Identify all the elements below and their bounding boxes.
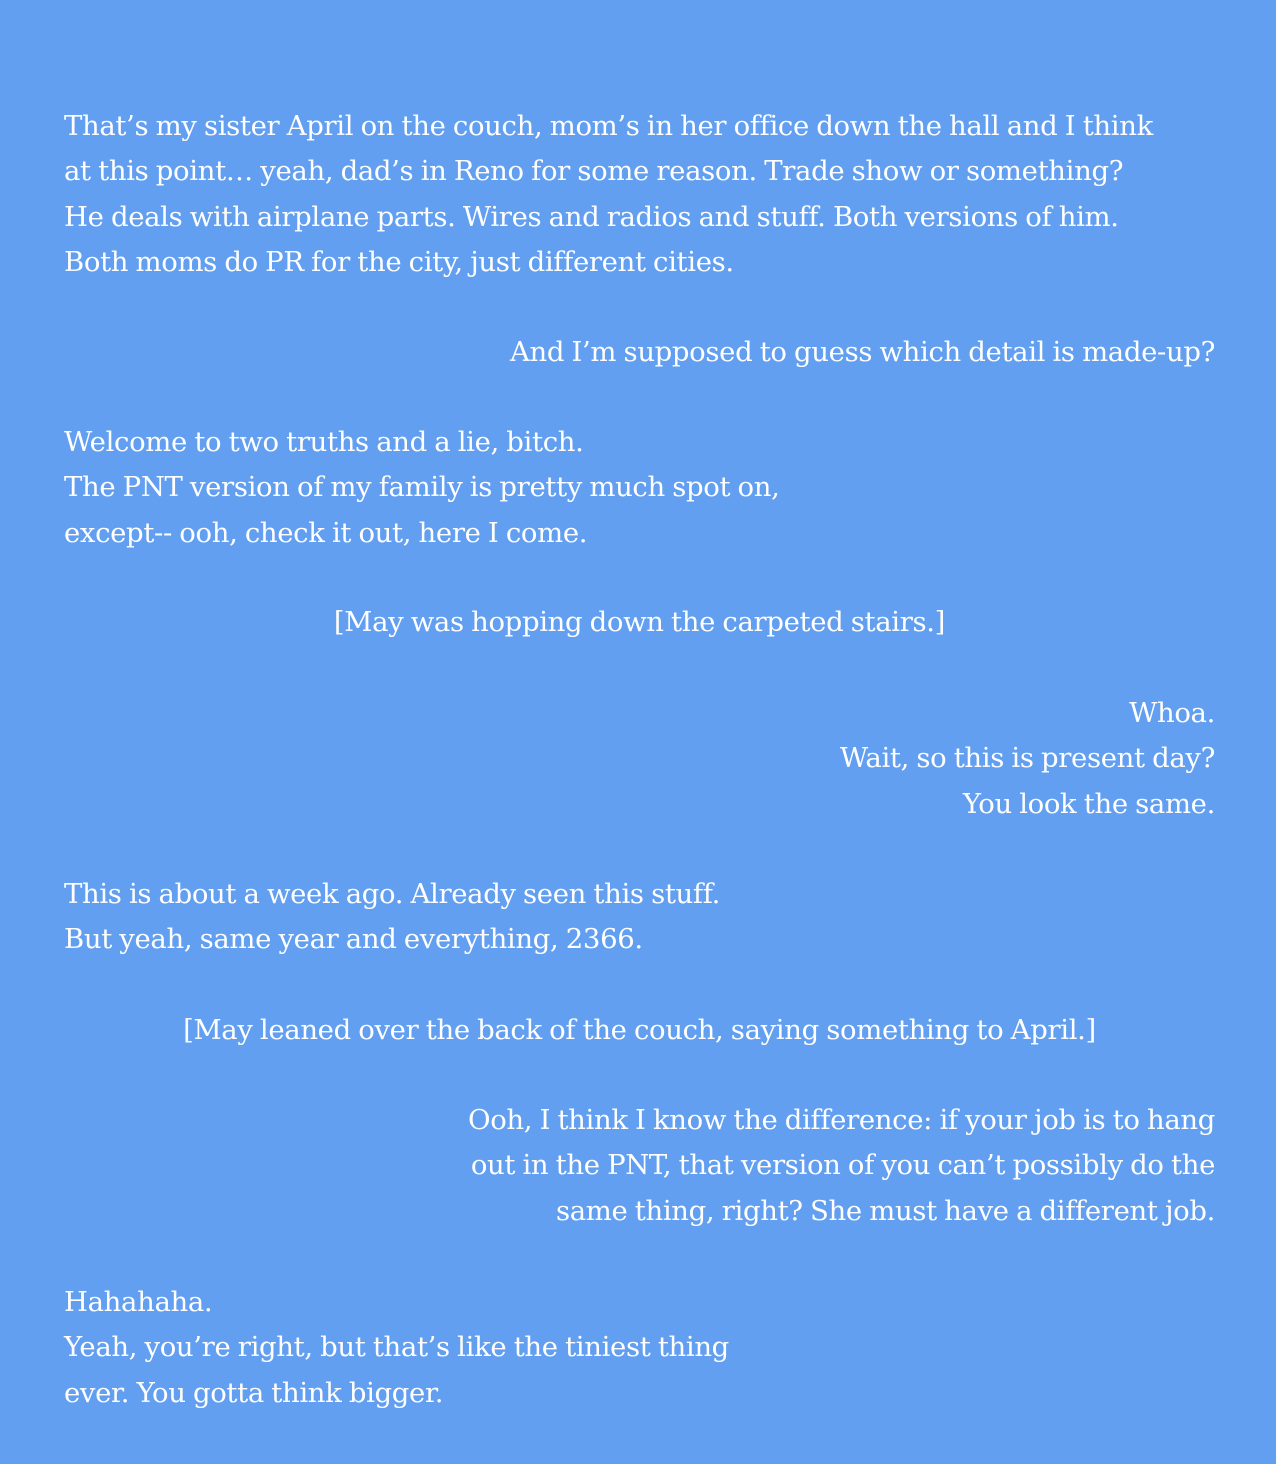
dialogue-line: Whoa.	[1129, 697, 1215, 729]
dialogue-line: He deals with airplane parts. Wires and radios and stuff. Both versions of him.	[64, 200, 1119, 233]
dialogue-line: The PNT version of my family is pretty much spot on,	[64, 471, 780, 504]
dialogue-line: Hahahaha.	[64, 1286, 213, 1318]
dialogue-block-present-day	[64, 691, 1215, 827]
dialogue-line: But yeah, same year and everything, 2366.	[64, 923, 643, 956]
dialogue-line: Welcome to two truths and a lie, bitch.	[64, 426, 584, 458]
dialogue-block-difference-guess	[64, 1098, 1215, 1234]
stage-direction-line: [May was hopping down the carpeted stairs.]	[333, 606, 946, 638]
dialogue-block-week-ago	[64, 872, 1215, 963]
dialogue-block-guess-question	[64, 330, 1215, 375]
dialogue-line: Ooh, I think I know the difference: if your job is to hang	[468, 1104, 1215, 1136]
dialogue-line: out in the PNT, that version of you can’t possibly do the	[470, 1149, 1215, 1182]
stage-direction-couch	[64, 1008, 1215, 1053]
dialogue-line: except-- ooh, check it out, here I come.	[64, 516, 588, 549]
dialogue-block-think-bigger	[64, 1280, 1215, 1416]
dialogue-line: Wait, so this is present day?	[839, 742, 1215, 775]
dialogue-line: ever. You gotta think bigger.	[64, 1376, 444, 1409]
dialogue-block-two-truths	[64, 420, 1215, 556]
dialogue-line: at this point… yeah, dad’s in Reno for some reason. Trade show or something?	[64, 155, 1124, 188]
dialogue-line: And I’m supposed to guess which detail is made-up?	[510, 336, 1215, 368]
dialogue-line: This is about a week ago. Already seen this stuff.	[64, 878, 720, 910]
dialogue-line: That’s my sister April on the couch, mom’s in her office down the hall and I think	[64, 110, 1153, 142]
stage-direction-line: [May leaned over the back of the couch, saying something to April.]	[183, 1014, 1096, 1046]
dialogue-line: same thing, right? She must have a different job.	[555, 1194, 1215, 1227]
stage-direction-stairs	[64, 600, 1215, 645]
dialogue-block-family-intro	[64, 104, 1215, 285]
dialogue-line: You look the same.	[962, 787, 1215, 820]
dialogue-line: Both moms do PR for the city, just different cities.	[64, 245, 734, 278]
dialogue-line: Yeah, you’re right, but that’s like the tiniest thing	[64, 1331, 729, 1364]
